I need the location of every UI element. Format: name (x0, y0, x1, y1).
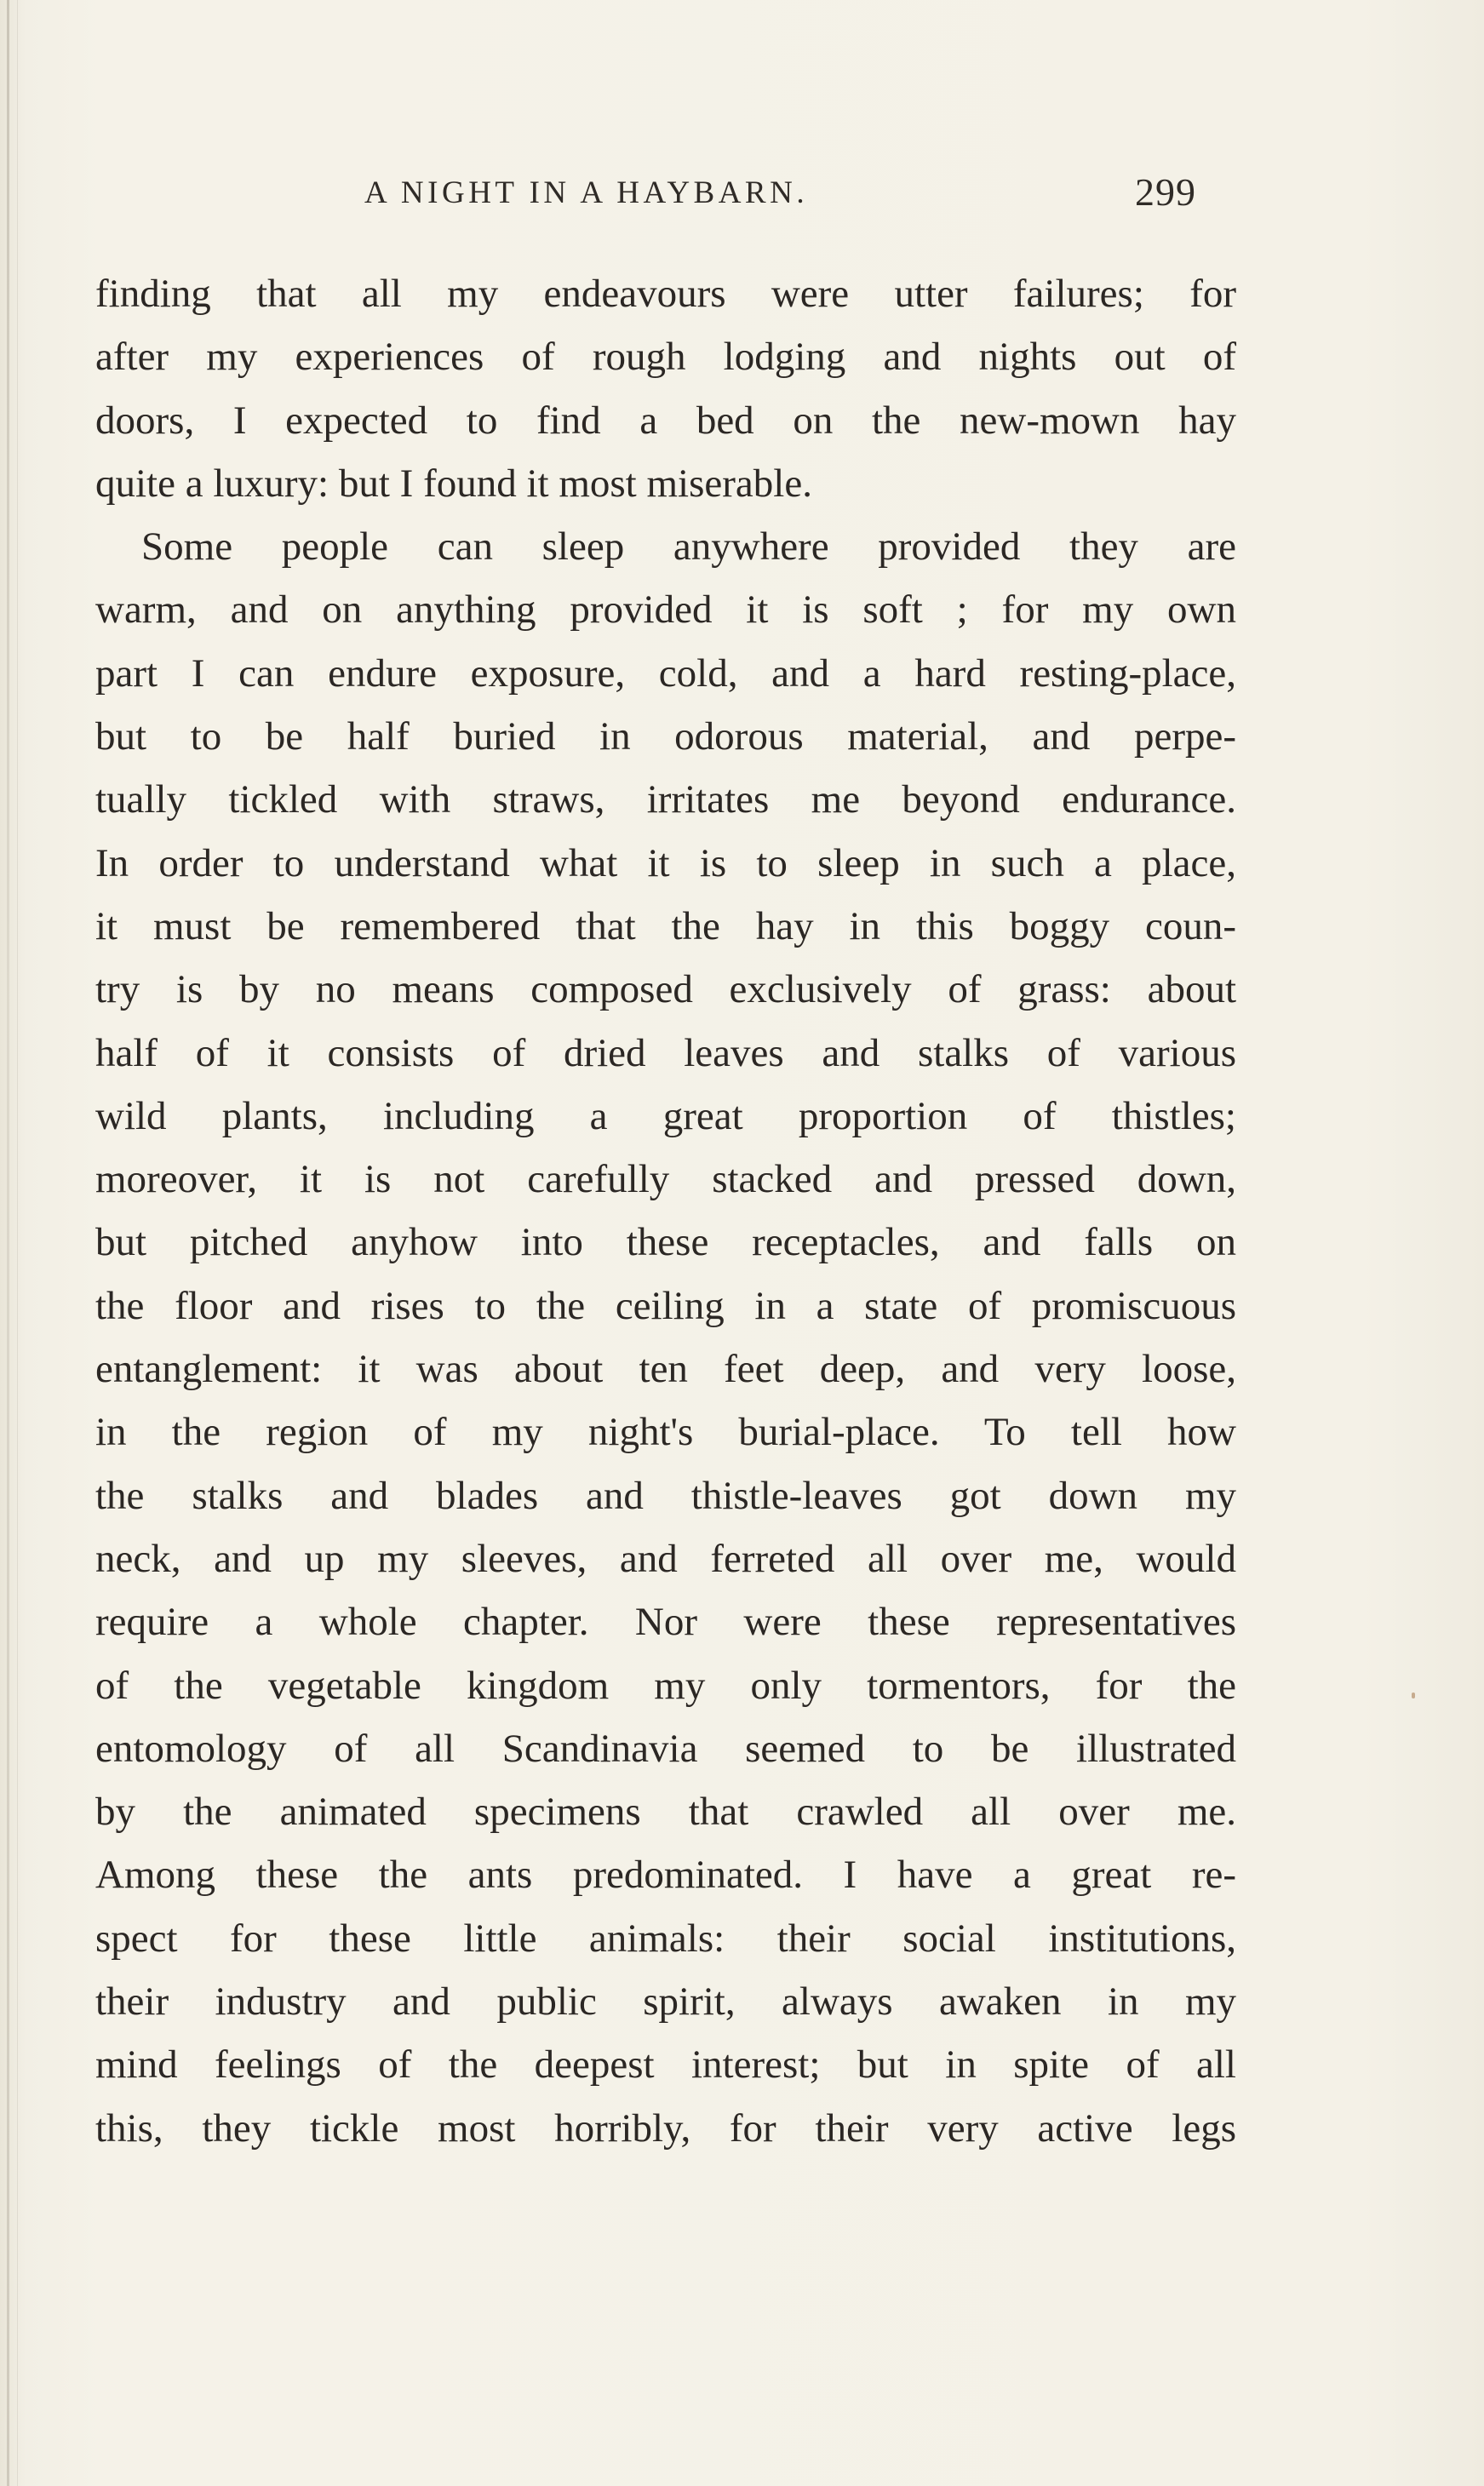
text-line: the stalks and blades and thistle-leaves got down my (95, 1473, 1236, 1518)
body-text (95, 262, 1236, 2160)
binding-gutter-line (17, 0, 18, 2486)
text-line: try is by no means composed exclusively of grass: about (95, 967, 1236, 1012)
text-line: but pitched anyhow into these receptacles, and falls on (95, 1220, 1236, 1265)
running-head (0, 170, 1484, 226)
text-line: Among these the ants predominated. I have a great re- (95, 1853, 1236, 1898)
text-line: after my experiences of rough lodging and nights out of (95, 335, 1236, 380)
text-line: entomology of all Scandinavia seemed to be illustrated (95, 1726, 1236, 1771)
text-line: it must be remembered that the hay in this boggy coun- (95, 903, 1236, 948)
paragraph-start-line: Some people can sleep anywhere provided they are (141, 524, 1236, 570)
text-line: this, they tickle most horribly, for their very active legs (95, 2105, 1236, 2151)
text-line: require a whole chapter. Nor were these representatives (95, 1600, 1236, 1645)
text-line: but to be half buried in odorous material, and perpe- (95, 714, 1236, 759)
text-line: the floor and rises to the ceiling in a state of promiscuous (95, 1283, 1236, 1328)
binding-gutter-shadow (7, 0, 9, 2486)
text-line: warm, and on anything provided it is soft ; for my own (95, 587, 1236, 633)
text-line: in the region of my night's burial-place. To tell how (95, 1410, 1236, 1455)
text-line: entanglement: it was about ten feet deep, and very loose, (95, 1347, 1236, 1392)
text-line: moreover, it is not carefully stacked and pressed down, (95, 1157, 1236, 1202)
paper-speck (1412, 1693, 1415, 1698)
text-line: of the vegetable kingdom my only tormentors, for the (95, 1663, 1236, 1708)
paragraph-end-line: quite a luxury: but I found it most miserable. (95, 461, 812, 506)
text-line: spect for these little animals: their social institutions, (95, 1916, 1236, 1961)
text-line: by the animated specimens that crawled all over me. (95, 1790, 1236, 1835)
text-line: tually tickled with straws, irritates me beyond endurance. (95, 777, 1236, 822)
text-line: part I can endure exposure, cold, and a hard resting-place, (95, 650, 1236, 696)
text-line: mind feelings of the deepest interest; but in spite of all (95, 2042, 1236, 2088)
text-line: In order to understand what it is to sleep in such a place, (95, 840, 1236, 885)
text-line: half of it consists of dried leaves and stalks of various (95, 1030, 1236, 1075)
text-line: doors, I expected to find a bed on the new-mown hay (95, 398, 1236, 443)
page-number: 299 (1135, 170, 1196, 214)
text-line: wild plants, including a great proportion of thistles; (95, 1093, 1236, 1138)
text-line: neck, and up my sleeves, and ferreted all over me, would (95, 1536, 1236, 1581)
running-head-title: A NIGHT IN A HAYBARN. (364, 175, 809, 210)
text-line: finding that all my endeavours were utter failures; for (95, 272, 1236, 316)
text-line: their industry and public spirit, always awaken in my (95, 1979, 1236, 2025)
